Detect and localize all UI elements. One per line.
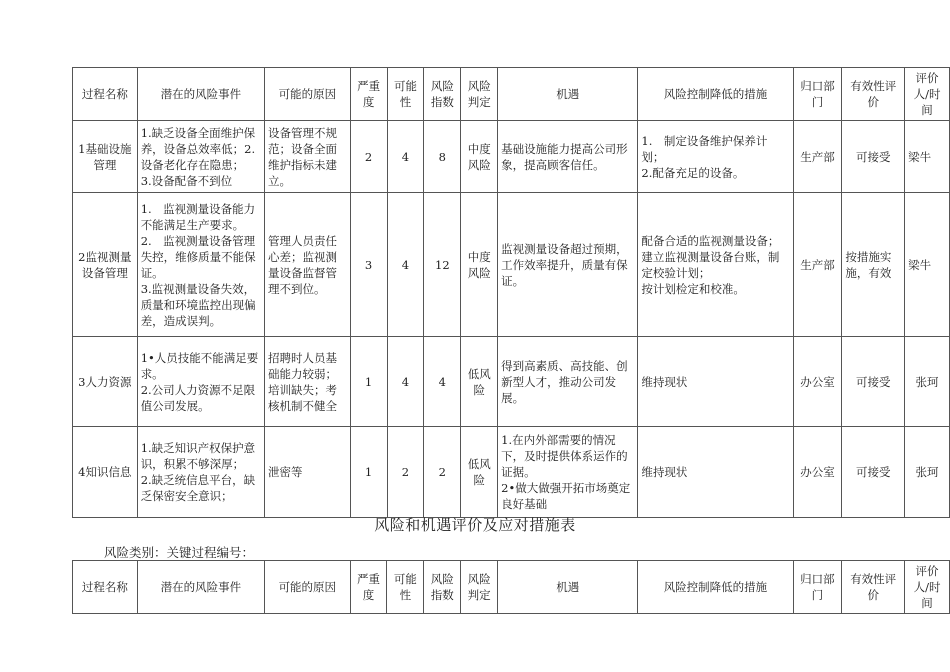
- header-severity: 严重度: [350, 68, 387, 121]
- cell-evaluation: 可接受: [842, 427, 905, 518]
- table-row: [73, 337, 950, 427]
- header-index: 风险指数: [424, 68, 461, 121]
- cell-measures: 配备合适的监视测量设备；建立监视测量设备台账，制定校验计划； 按计划检定和校准。: [638, 193, 793, 337]
- cell-process: 3人力资源: [73, 337, 138, 427]
- cell-process: 4知识信息: [73, 427, 138, 518]
- cell-opportunity: 1.在内外部需要的情况下，及时提供体系运作的证据。 2•做大做强开拓市场奠定良好基础: [498, 427, 638, 518]
- cell-measures: 1. 制定设备维护保养计划； 2.配备充足的设备。: [638, 121, 793, 193]
- cell-severity: 1: [350, 337, 387, 427]
- header-causes: 可能的原因: [265, 561, 351, 614]
- cell-opportunity: 得到高素质、高技能、创新型人才，推动公司发展。: [498, 337, 638, 427]
- header-judgement: 风险判定: [461, 68, 498, 121]
- cell-process: 1基础设施管理: [73, 121, 138, 193]
- cell-causes: 管理人员责任心差；监视测量设备监督管理不到位。: [265, 193, 351, 337]
- header-events: 潜在的风险事件: [137, 561, 264, 614]
- header-index: 风险指数: [424, 561, 461, 614]
- cell-dept: 办公室: [793, 427, 842, 518]
- table-row: [73, 427, 950, 518]
- document-title: 风险和机遇评价及应对措施表: [374, 516, 576, 534]
- cell-events: 1. 监视测量设备能力不能满足生产要求。 2. 监视测量设备管理失控，维修质量不能保证。 3.监视测量设备失效，质量和环境监控出现偏差，造成误判。: [137, 193, 264, 337]
- header-dept: 归口部门: [793, 561, 842, 614]
- cell-evaluator: 张珂: [905, 337, 950, 427]
- cell-evaluator: 张珂: [905, 427, 950, 518]
- header-row: [73, 68, 950, 121]
- header-evaluator: 评价人/时间: [905, 68, 950, 121]
- cell-index: 4: [424, 337, 461, 427]
- cell-index: 2: [424, 427, 461, 518]
- cell-evaluation: 可接受: [842, 337, 905, 427]
- header-evaluation: 有效性评价: [842, 68, 905, 121]
- header-evaluation: 有效性评价: [842, 561, 905, 614]
- cell-severity: 1: [350, 427, 387, 518]
- header-events: 潜在的风险事件: [137, 68, 264, 121]
- table-row: [73, 121, 950, 193]
- cell-measures: 维持现状: [638, 427, 793, 518]
- cell-events: 1•人员技能不能满足要求。 2.公司人力资源不足限值公司发展。: [137, 337, 264, 427]
- header-dept: 归口部门: [793, 68, 842, 121]
- header-likelihood: 可能性: [387, 68, 424, 121]
- header-likelihood: 可能性: [387, 561, 424, 614]
- cell-likelihood: 4: [387, 121, 424, 193]
- cell-index: 12: [424, 193, 461, 337]
- cell-likelihood: 2: [387, 427, 424, 518]
- cell-opportunity: 基础设施能力提高公司形象，提高顾客信任。: [498, 121, 638, 193]
- cell-causes: 招聘时人员基础能力较弱；培训缺失；考核机制不健全: [265, 337, 351, 427]
- header-row: [73, 561, 950, 614]
- risk-category-line: 风险类别：关键过程编号：: [104, 545, 255, 560]
- cell-opportunity: 监视测量设备超过预期，工作效率提升，质量有保证。: [498, 193, 638, 337]
- cell-causes: 泄密等: [265, 427, 351, 518]
- cell-severity: 2: [350, 121, 387, 193]
- header-severity: 严重度: [350, 561, 387, 614]
- header-causes: 可能的原因: [265, 68, 351, 121]
- risk-table-next: [72, 560, 950, 614]
- header-measures: 风险控制降低的措施: [638, 68, 793, 121]
- header-measures: 风险控制降低的措施: [638, 561, 793, 614]
- cell-causes: 设备管理不规范；设备全面维护指标未建立。: [265, 121, 351, 193]
- cell-severity: 3: [350, 193, 387, 337]
- cell-measures: 维持现状: [638, 337, 793, 427]
- cell-evaluator: 梁牛: [905, 121, 950, 193]
- cell-judgement: 中度风险: [461, 121, 498, 193]
- cell-evaluation: 可接受: [842, 121, 905, 193]
- cell-judgement: 低风险: [461, 427, 498, 518]
- cell-index: 8: [424, 121, 461, 193]
- cell-events: 1.缺乏知识产权保护意识，积累不够深厚； 2.缺乏统信息平台，缺乏保密安全意识；: [137, 427, 264, 518]
- cell-judgement: 低风险: [461, 337, 498, 427]
- cell-likelihood: 4: [387, 337, 424, 427]
- cell-dept: 办公室: [793, 337, 842, 427]
- cell-evaluator: 梁牛: [905, 193, 950, 337]
- header-judgement: 风险判定: [461, 561, 498, 614]
- header-opportunity: 机遇: [498, 561, 638, 614]
- cell-process: 2监视测量设备管理: [73, 193, 138, 337]
- header-process: 过程名称: [73, 561, 138, 614]
- cell-evaluation: 按措施实施，有效: [842, 193, 905, 337]
- table-row: [73, 193, 950, 337]
- cell-dept: 生产部: [793, 193, 842, 337]
- cell-dept: 生产部: [793, 121, 842, 193]
- cell-likelihood: 4: [387, 193, 424, 337]
- header-process: 过程名称: [73, 68, 138, 121]
- cell-judgement: 中度风险: [461, 193, 498, 337]
- cell-events: 1.缺乏设备全面维护保养，设备总效率低；2.设备老化存在隐患； 3.设备配备不到位: [137, 121, 264, 193]
- risk-table: [72, 67, 950, 518]
- header-opportunity: 机遇: [498, 68, 638, 121]
- header-evaluator: 评价人/时间: [905, 561, 950, 614]
